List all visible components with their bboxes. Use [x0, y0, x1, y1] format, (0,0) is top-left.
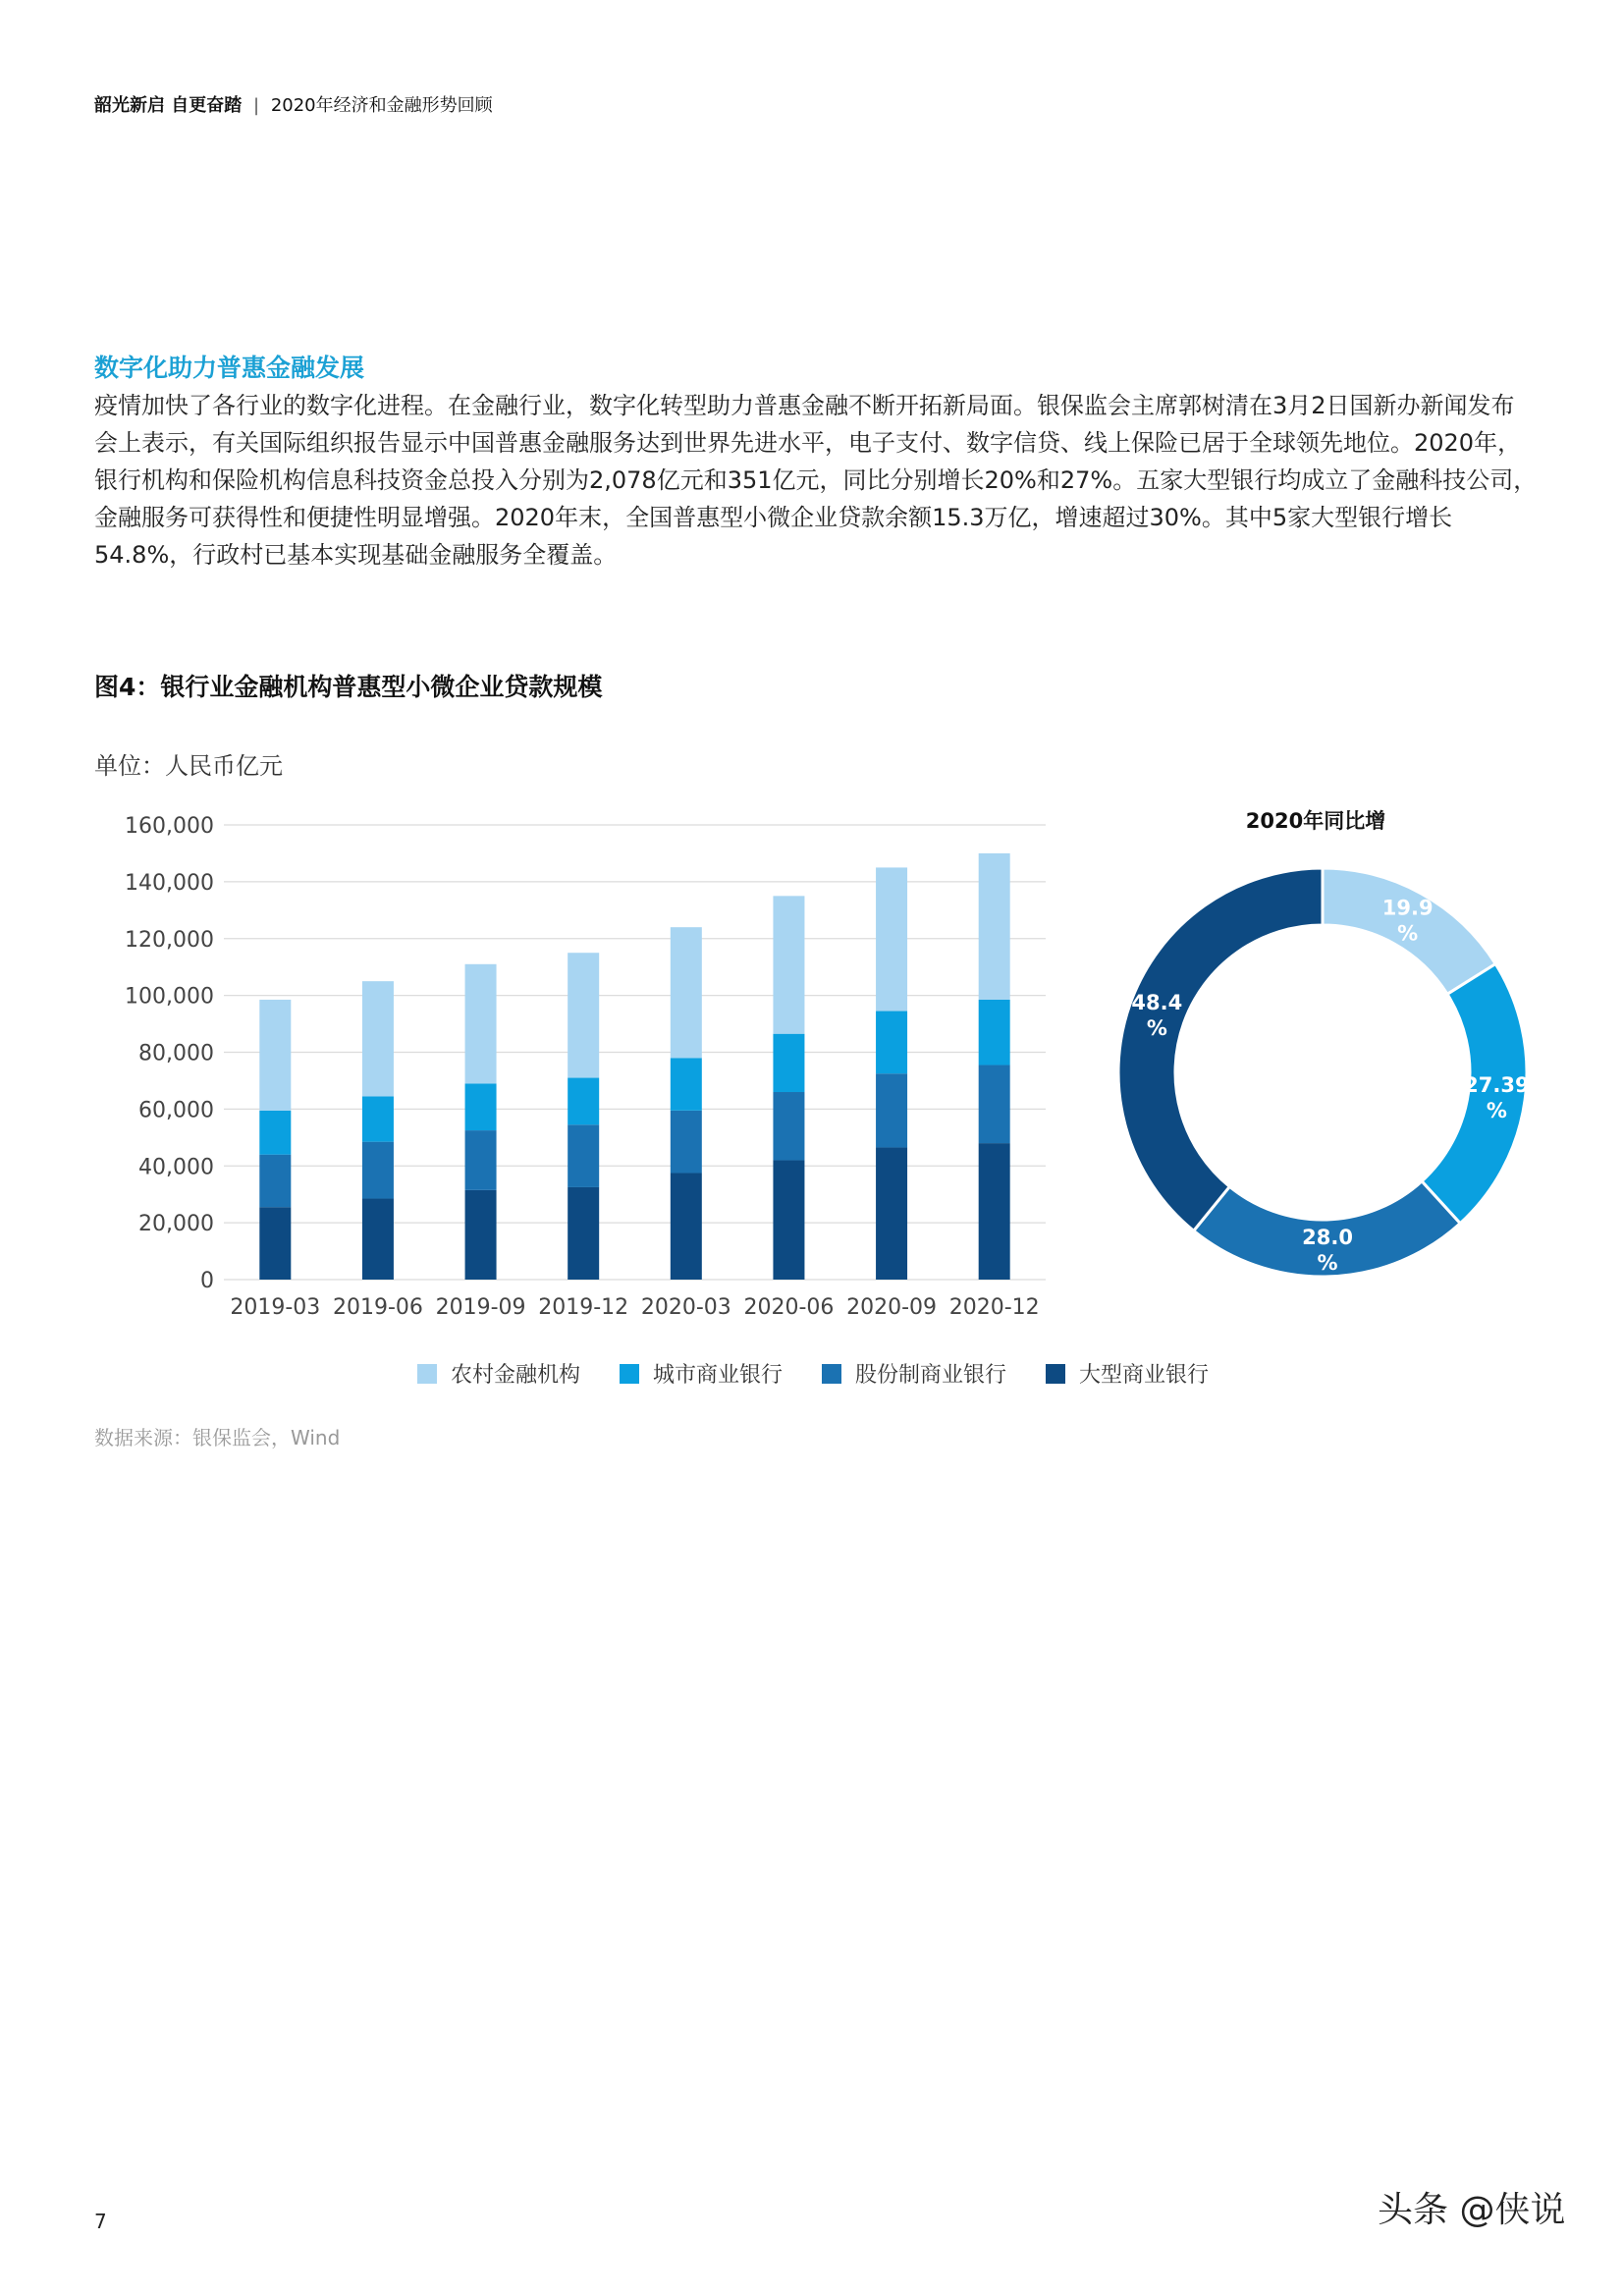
y-tick-label: 80,000 — [138, 1041, 214, 1066]
legend-swatch-large — [1046, 1364, 1065, 1384]
figure-unit: 单位：人民币亿元 — [94, 752, 283, 780]
donut-unit-label: % — [1486, 1099, 1507, 1123]
bar-segment — [465, 1190, 497, 1280]
bar-segment — [259, 1111, 291, 1155]
bar-segment — [362, 981, 394, 1096]
bar-segment — [362, 1142, 394, 1199]
y-tick-label: 120,000 — [125, 927, 214, 953]
section-title: 数字化助力普惠金融发展 — [94, 354, 365, 382]
y-tick-label: 160,000 — [125, 814, 214, 839]
page-header — [94, 91, 493, 117]
y-tick-label: 60,000 — [138, 1098, 214, 1123]
header-subtitle: 2020年经济和金融形势回顾 — [270, 95, 493, 116]
bar-segment — [362, 1096, 394, 1141]
x-tick-label: 2020-09 — [846, 1295, 938, 1320]
bar-segment — [465, 964, 497, 1084]
donut-value-label: 48.4 — [1131, 991, 1183, 1015]
legend-label: 股份制商业银行 — [855, 1363, 1007, 1388]
legend-item — [822, 1358, 1006, 1389]
bar-segment — [465, 1130, 497, 1190]
x-tick-label: 2020-03 — [640, 1295, 731, 1320]
legend-swatch-joint-stock — [822, 1364, 841, 1384]
legend-item — [417, 1358, 580, 1389]
bar-segment — [773, 1092, 804, 1160]
x-tick-label: 2020-12 — [948, 1295, 1040, 1320]
y-tick-label: 20,000 — [138, 1212, 214, 1237]
donut-unit-label: % — [1397, 921, 1419, 946]
legend-swatch-rural — [417, 1364, 437, 1384]
donut-unit-label: % — [1146, 1016, 1167, 1041]
bar-segment — [568, 1078, 599, 1125]
y-tick-label: 140,000 — [125, 870, 214, 896]
section-body: 疫情加快了各行业的数字化进程。在金融行业，数字化转型助力普惠金融不断开拓新局面。银保监会主席郭树清在3月2日国新办新闻发布会上表示，有关国际组织报告显示中国普惠金融服务达到世界先进水平，电子支付、数字信贷、线上保险已居于全球领先地位。2020年，银行机构和保险机构信息科技资金总投入分别为2,078亿元和351亿元，同比分别增长20%和27%。五家大型银行均成立了金融科技公司，金融服务可获得性和便捷性明显增强。2020年末，全国普惠型小微企业贷款余额15.3万亿，增速超过30%。其中5家大型银行增长54.8%，行政村已基本实现基础金融服务全覆盖。 — [94, 392, 1538, 569]
stacked-bar-chart — [79, 800, 1060, 1331]
figure-title: 图4：银行业金融机构普惠型小微企业贷款规模 — [94, 673, 603, 701]
donut-value-label: 19.9 — [1381, 896, 1434, 920]
bar-segment — [979, 1066, 1010, 1144]
bar-segment — [465, 1083, 497, 1130]
donut-value-label: 28.0 — [1302, 1225, 1353, 1249]
x-tick-label: 2019-06 — [332, 1295, 423, 1320]
bar-segment — [876, 1073, 907, 1147]
bar-segment — [773, 896, 804, 1033]
bar-segment — [876, 1011, 907, 1074]
bar-segment — [876, 867, 907, 1011]
legend-swatch-city — [620, 1364, 639, 1384]
bar-segment — [259, 1155, 291, 1208]
legend-label: 城市商业银行 — [653, 1363, 784, 1388]
header-separator: | — [253, 95, 260, 116]
donut-unit-label: % — [1317, 1250, 1338, 1275]
page-number: 7 — [94, 2210, 107, 2233]
donut-value-label: 27.39 — [1464, 1073, 1530, 1098]
bar-segment — [568, 1187, 599, 1280]
bar-segment — [671, 1173, 702, 1280]
bar-segment — [979, 853, 1010, 1000]
y-tick-label: 0 — [200, 1269, 214, 1293]
bar-segment — [568, 953, 599, 1077]
donut-title: 2020年同比增 — [1245, 809, 1386, 833]
bar-segment — [773, 1160, 804, 1280]
bar-segment — [979, 1000, 1010, 1066]
bar-segment — [259, 1207, 291, 1280]
data-source: 数据来源：银保监会，Wind — [94, 1426, 341, 1449]
bar-segment — [671, 1058, 702, 1111]
x-tick-label: 2019-09 — [435, 1295, 526, 1320]
header-brand: 韶光新启 自更奋踏 — [94, 95, 243, 116]
bar-segment — [979, 1143, 1010, 1280]
legend-item — [620, 1358, 783, 1389]
x-tick-label: 2019-12 — [538, 1295, 629, 1320]
watermark: 头条 @侠说 — [1378, 2190, 1566, 2230]
bar-segment — [568, 1124, 599, 1187]
donut-chart — [1100, 864, 1532, 1296]
legend-label: 大型商业银行 — [1079, 1363, 1210, 1388]
bar-segment — [259, 1000, 291, 1111]
bar-segment — [876, 1147, 907, 1280]
x-tick-label: 2019-03 — [230, 1295, 321, 1320]
legend-item — [1046, 1358, 1209, 1389]
bar-segment — [671, 1111, 702, 1174]
donut-slice — [1118, 868, 1323, 1230]
legend-label: 农村金融机构 — [451, 1363, 581, 1388]
y-tick-label: 40,000 — [138, 1155, 214, 1180]
bar-segment — [362, 1199, 394, 1280]
x-tick-label: 2020-06 — [743, 1295, 835, 1320]
bar-segment — [773, 1034, 804, 1092]
y-tick-label: 100,000 — [125, 984, 214, 1010]
chart-legend — [417, 1358, 1209, 1389]
bar-segment — [671, 927, 702, 1058]
